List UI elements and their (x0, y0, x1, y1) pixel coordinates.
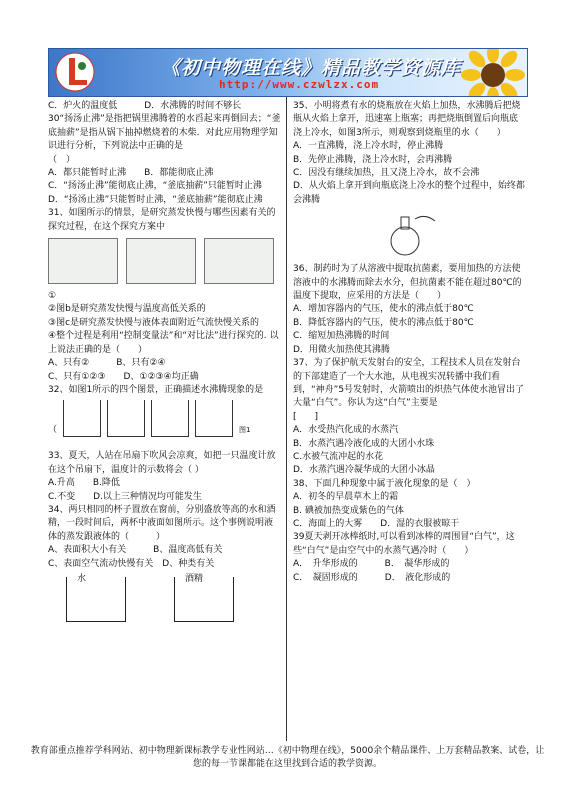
q37-option-b: B．水蒸汽遇冷液化成的大团小水珠 (293, 438, 435, 449)
boiling-figure-c (151, 400, 189, 437)
banner-title: 《初中物理在线》精品教学资源库 (161, 57, 462, 79)
header-banner (48, 48, 528, 97)
figure-a (48, 238, 118, 284)
q34-options-ab: A、表面积大小有关 B、温度高低有关 (48, 545, 223, 556)
water-beaker (66, 573, 126, 622)
q32-figures (48, 400, 281, 437)
q31-options-ab: A、只有② B、只有②④ (48, 358, 166, 369)
q31-statement-2: ②图b是研究蒸发快慢与温度高低关系的 (48, 304, 206, 315)
q32-bracket: （ (48, 424, 58, 435)
q30-stem: 30“扬汤止沸”是指把锅里沸腾着的水舀起来再倒回去；“釜底抽薪”是指从锅下抽掉燃烧着的木柴．对此应用物理学知识进行分析，下列说法中正确的是 (48, 114, 281, 152)
figure-1-label: 图1 (239, 425, 251, 434)
q35-option-c: C．因没有继续加热，且又浇上冷水，故不会沸 (293, 168, 480, 179)
q37-option-c: C.水被气流冲起的水花 (293, 451, 384, 462)
q31-statement-4: ④整个过程是利用“控制变量法”和“对比法”进行探究的. 以上说法正确的是（ ） (48, 331, 279, 355)
q34-stem: 34、两只相同的杯子置放在窗前，分别盛放等高的水和酒精，一段时间后，两杯中液面如图所示。这个事例说明液体的蒸发跟液体的（ ） (48, 504, 276, 542)
q39-options-ab: A． 升华形成的 B． 凝华形成的 (293, 559, 450, 570)
footer-text: 教育部重点推荐学科网站、初中物理新课标教学专业性网站…《初中物理在线》，5000余个精品课件、上万套精品教案、试卷，让您的每一节课都能在这里找到合适的教学资源。 (30, 746, 545, 769)
q36-stem: 36、制药时为了从溶液中提取抗菌素，要用加热的方法使溶液中的水沸腾而除去水分，但抗菌素不能在超过80℃的温度下提取，应采用的方法是（ ） (293, 264, 522, 302)
q38-option-b: B. 碘被加热变成紫色的气体 (293, 505, 404, 516)
q31-options-cd: C、只有①②③ D、①②③④均正确 (48, 371, 199, 382)
q30-option-ab: A．都只能暂时止沸 B．都能彻底止沸 (48, 168, 214, 179)
water-label: 水 (77, 573, 87, 584)
right-column (293, 100, 526, 585)
q34-beakers (66, 573, 281, 622)
left-column (48, 100, 281, 622)
q37-bracket: [ ] (293, 411, 319, 422)
q31-figures (48, 238, 281, 286)
column-divider (286, 97, 287, 741)
q34-options-cd: C、表面空气流动快慢有关 D、种类有关 (48, 558, 215, 569)
q32-stem: 32、如图1所示的四个图景，正确描述水沸腾现象的是 (48, 384, 264, 395)
boiling-figure-d (195, 400, 233, 437)
flask-icon (365, 211, 455, 259)
q37-option-a: A．水受热汽化成的水蒸汽 (293, 425, 399, 436)
q37-stem: 37、为了保护航天发射台的安全，工程技术人员在发射台的下部建造了一个大水池，从电视实况转播中我们看到，“神舟”5号发射时，火箭喷出的炽热气体使水池冒出了大量“白气”。你认为这“白气”主要是 (293, 358, 525, 409)
figure-b (126, 238, 196, 284)
boiling-figure-a (63, 400, 101, 437)
q38-option-a: A．初冬的早晨草木上的霜 (293, 492, 399, 503)
q37-option-d: D．水蒸汽遇冷凝华成的大团小冰晶 (293, 465, 435, 476)
alcohol-label: 酒精 (185, 573, 204, 584)
q36-option-d: D．用微火加热使其沸腾 (293, 344, 390, 355)
q30-bracket: （ ） (48, 154, 76, 165)
q35-option-a: A．一直沸腾，浇上冷水时，停止沸腾 (293, 141, 444, 152)
q35-option-b: B．先停止沸腾，浇上冷水时，会再沸腾 (293, 154, 453, 165)
site-logo-icon (55, 52, 95, 92)
q36-option-c: C．缩短加热沸腾的时间 (293, 331, 390, 342)
q33-options-cd: C.不变 D.以上三种情况均可能发生 (48, 491, 202, 502)
q36-option-b: B．降低容器内的气压，使水的沸点低于80℃ (293, 317, 474, 328)
q31-stem: 31、如图所示的情景，是研究蒸发快慢与哪些因素有关的探究过程，在这个探究方案中 (48, 208, 276, 232)
q31-statement-1: ① (48, 291, 57, 302)
q35-option-d: D．从火焰上拿开到向瓶底浇上冷水的整个过程中，始终都会沸腾 (293, 181, 525, 205)
q39-stem: 39夏天剥开冰棒纸时,可以看到冰棒的周围冒“白气”，这些“白气”是由空气中的水蒸气遇冷时（ ） (293, 532, 515, 556)
q30-option-d: D．“扬汤止沸”只能暂时止沸，“釜底抽薪”能彻底止沸 (48, 194, 263, 205)
banner-url[interactable]: http://www.czwlzx.com (219, 78, 380, 91)
q35-stem: 35、小明将煮有水的烧瓶放在火焰上加热，水沸腾后把烧瓶从火焰上拿开，迅速塞上瓶塞；再把烧瓶倒置后向瓶底浇上冷水，如图3所示，则观察到烧瓶里的水（ ） (293, 101, 521, 138)
flask-figure (293, 211, 526, 259)
q31-statement-3: ③图c是研究蒸发快慢与液体表面附近气流快慢关系的 (48, 317, 260, 328)
q38-stem: 38、下面几种现象中属于液化现象的是（ ） (293, 478, 476, 489)
q33-stem: 33、夏天，人站在吊扇下吹风会凉爽，如把一只温度计放在这个吊扇下，温度计的示数将会（ ） (48, 451, 276, 475)
figure-c (204, 238, 274, 284)
q30-option-c: C．“扬汤止沸”能彻底止沸，“釜底抽薪”只能暂时止沸 (48, 181, 262, 192)
q29-options-cd: C．炉火的温度低 D．水沸腾的时间不够长 (48, 101, 242, 111)
q36-option-a: A．增加容器内的气压，使水的沸点低于80℃ (293, 304, 474, 315)
boiling-figure-b (107, 400, 145, 437)
alcohol-beaker (174, 573, 234, 622)
sunflower-icon (461, 48, 525, 97)
q38-options-cd: C．海面上的大雾 D．湿的衣服被晾干 (293, 518, 460, 529)
q33-options-ab: A.升高 B.降低 (48, 478, 120, 489)
q39-options-cd: C． 凝固形成的 D． 液化形成的 (293, 572, 451, 583)
